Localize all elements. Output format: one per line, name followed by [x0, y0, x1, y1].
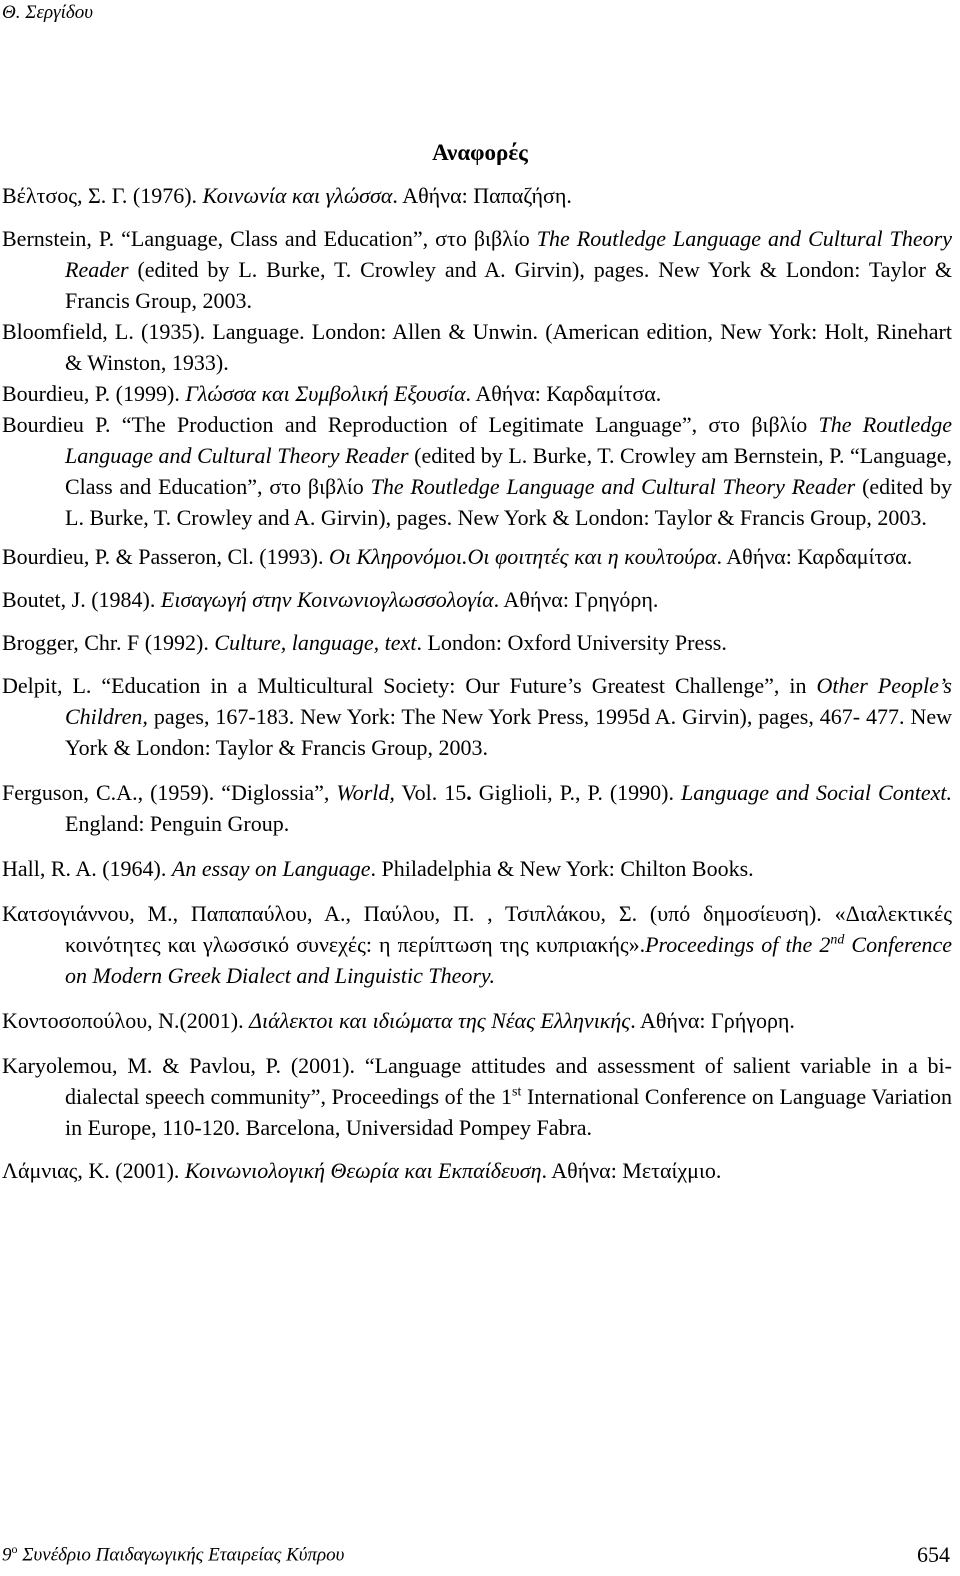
- reference-item: Bernstein, P. “Language, Class and Education”, στο βιβλίο The Routledge Language and Cultural Theory Reader (edited by L. Burke, T. Crowley and A. Girvin), pages. New York & London: Taylor & Francis Group, 2003.: [2, 226, 952, 313]
- reference-list: [2, 180, 952, 1186]
- reference-item: Hall, R. A. (1964). An essay on Language. Philadelphia & New York: Chilton Books.: [2, 856, 754, 881]
- running-header: Θ. Σεργίδου: [2, 2, 93, 23]
- reference-item: Bloomfield, L. (1935). Language. London: Allen & Unwin. (American edition, New York: Holt, Rinehart & Winston, 1933).: [2, 319, 952, 375]
- reference-item: Λάμνιας, Κ. (2001). Κοινωνιολογική Θεωρία και Εκπαίδευση. Αθήνα: Μεταίχμιο.: [2, 1158, 722, 1183]
- reference-item: Bourdieu P. “The Production and Reproduction of Legitimate Language”, στο βιβλίο The Routledge Language and Cultural Theory Reader (edited by L. Burke, T. Crowley am Bernstein, P. “Language, Class and Education”, στο βιβλίο The Routledge Language and Cultural Theory Reader (edited by L. Burke, T. Crowley and A. Girvin), pages. New York & London: Taylor & Francis Group, 2003.: [2, 412, 952, 530]
- reference-item: Βέλτσος, Σ. Γ. (1976). Κοινωνία και γλώσσα. Αθήνα: Παπαζήση.: [2, 183, 572, 208]
- section-title: Αναφορές: [432, 140, 528, 165]
- reference-item: Bourdieu, P. & Passeron, Cl. (1993). Οι Κληρονόμοι.Οι φοιτητές και η κουλτούρα. Αθήνα: Καρδαμίτσα.: [2, 544, 913, 569]
- reference-item: Bourdieu, P. (1999). Γλώσσα και Συμβολική Εξουσία. Αθήνα: Καρδαμίτσα.: [2, 381, 662, 406]
- reference-item: Brogger, Chr. F (1992). Culture, language, text. London: Oxford University Press.: [2, 630, 727, 655]
- reference-item: Karyolemou, M. & Pavlou, P. (2001). “Language attitudes and assessment of salient variable in a bi-dialectal speech community”, Proceedings of the 1st International Conference on Language Variation in Europe, 110-120. Barcelona, Universidad Pompey Fabra.: [2, 1053, 953, 1140]
- reference-item: Delpit, L. “Education in a Multicultural Society: Our Future’s Greatest Challenge”, in Other People’s Children, pages, 167-183. New York: The New York Press, 1995d A. Girvin), pages, 467- 477. New York & London: Taylor & Francis Group, 2003.: [2, 673, 952, 760]
- reference-item: Ferguson, C.A., (1959). “Diglossia”, World, Vol. 15. Giglioli, P., P. (1990). Language and Social Context. England: Penguin Group.: [2, 780, 952, 836]
- reference-item: Κοντοσοπούλου, Ν.(2001). Διάλεκτοι και ιδιώματα της Νέας Ελληνικής. Αθήνα: Γρήγορη.: [2, 1008, 795, 1033]
- reference-item: Boutet, J. (1984). Εισαγωγή στην Κοινωνιογλωσσολογία. Αθήνα: Γρηγόρη.: [2, 587, 659, 612]
- footer-conference: $9^o$ Συνέδριο Παιδαγωγικής Εταιρείας Κύπρου: [2, 1542, 345, 1566]
- reference-item: Κατσογιάννου, Μ., Παπαπαύλου, Α., Παύλου, Π. , Τσιπλάκου, Σ. (υπό δημοσίευση). «Διαλεκτικές κοινότητες και γλωσσικό συνεχές: η περίπτωση της κυπριακής».Proceedings of the 2nd Conference on Modern Greek Dialect and Linguistic Theory.: [2, 901, 953, 988]
- page-number: 654: [917, 1542, 950, 1567]
